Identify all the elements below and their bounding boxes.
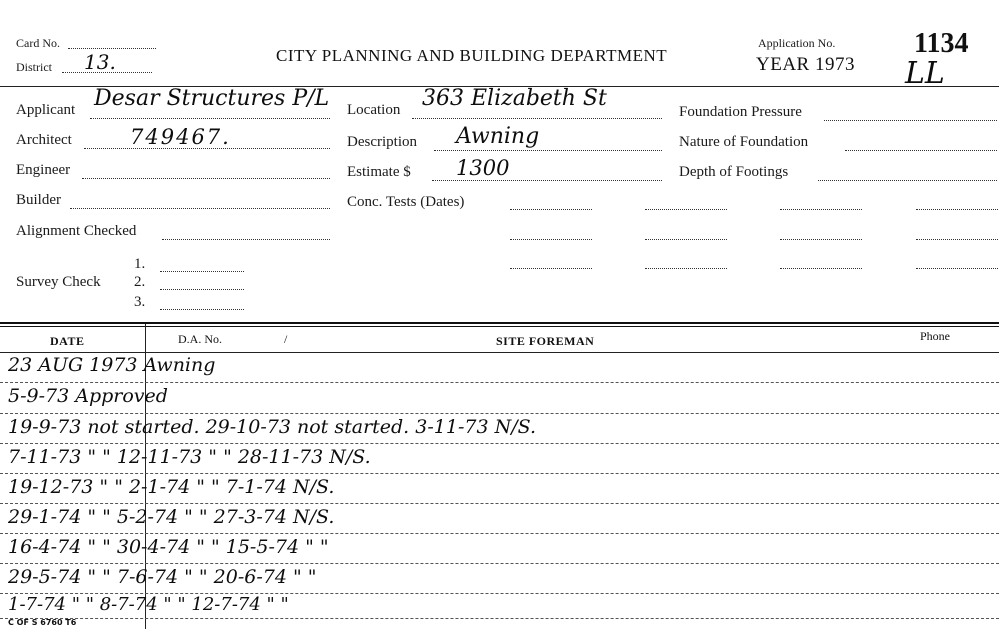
architect-value: 749467. [130,125,231,149]
log-entry: 23 AUG 1973 Awning [8,354,216,376]
foundation-pressure-label: Foundation Pressure [679,104,802,120]
log-entry: 1-7-74 " " 8-7-74 " " 12-7-74 " " [8,594,289,615]
description-label: Description [347,134,417,150]
estimate-label: Estimate $ [347,164,411,180]
log-entry: 7-11-73 " " 12-11-73 " " 28-11-73 N/S. [8,446,371,468]
row-rule [0,563,999,564]
nature-foundation-label: Nature of Foundation [679,134,809,150]
applicant-value: Desar Structures P/L [94,86,330,111]
conc-test-slot [916,209,998,210]
description-line [434,150,662,151]
row-rule [0,618,999,619]
row-rule [0,413,999,414]
builder-line [70,208,330,209]
conc-test-slot [645,268,727,269]
log-top-border [0,322,999,324]
conc-tests-label: Conc. Tests (Dates) [347,194,465,210]
log-entry: 29-1-74 " " 5-2-74 " " 27-3-74 N/S. [8,506,335,528]
survey-item-3: 3. [134,294,146,310]
form-code: C OF S 6760 T6 [8,618,77,627]
district-label: District [16,60,52,74]
survey-line-2 [160,289,244,290]
conc-test-slot [510,209,592,210]
conc-test-slot [780,239,862,240]
log-entry: 19-12-73 " " 2-1-74 " " 7-1-74 N/S. [8,476,335,498]
nature-foundation-line [845,150,997,151]
survey-line-3 [160,309,244,310]
year-label: YEAR 1973 [756,54,855,75]
location-line [412,118,662,119]
header-date: DATE [50,334,85,348]
location-label: Location [347,102,401,118]
engineer-line [82,178,330,179]
row-rule [0,473,999,474]
survey-check-label: Survey Check [16,274,101,290]
log-entry: 16-4-74 " " 30-4-74 " " 15-5-74 " " [8,536,329,558]
row-rule [0,382,999,383]
depth-footings-line [818,180,997,181]
log-entry: 29-5-74 " " 7-6-74 " " 20-6-74 " " [8,566,317,588]
conc-test-slot [510,268,592,269]
description-value: Awning [456,124,540,149]
conc-test-slot [916,239,998,240]
survey-line-1 [160,271,244,272]
alignment-checked-line [162,239,330,240]
engineer-label: Engineer [16,162,71,178]
location-value: 363 Elizabeth St [422,86,607,111]
estimate-line [432,180,662,181]
log-entry: 19-9-73 not started. 29-10-73 not started. 3-11-73 N/S. [8,416,536,438]
conc-test-slot [916,268,998,269]
conc-test-slot [780,268,862,269]
log-entry: 5-9-73 Approved [8,385,168,407]
estimate-value: 1300 [456,156,510,180]
initials-signature: LL [905,56,945,91]
foundation-pressure-line [824,120,997,121]
application-no-label: Application No. [758,36,836,50]
district-value: 13. [84,50,116,74]
applicant-line [90,118,330,119]
conc-test-slot [510,239,592,240]
application-no-value: 1134 [914,28,969,59]
architect-label: Architect [16,132,72,148]
row-rule [0,443,999,444]
card-no-label: Card No. [16,36,60,50]
department-title: CITY PLANNING AND BUILDING DEPARTMENT [276,46,668,65]
survey-item-1: 1. [134,256,146,272]
header-da-no: D.A. No. [178,332,222,346]
conc-test-slot [780,209,862,210]
applicant-label: Applicant [16,102,76,118]
header-phone: Phone [920,329,950,343]
depth-footings-label: Depth of Footings [679,164,789,180]
header-site-foreman: SITE FOREMAN [496,334,595,348]
builder-label: Builder [16,192,61,208]
log-top-border-inner [0,326,999,327]
survey-item-2: 2. [134,274,146,290]
header-slash: / [284,332,288,346]
card-no-line [68,48,156,49]
conc-test-slot [645,209,727,210]
conc-test-slot [645,239,727,240]
alignment-checked-label: Alignment Checked [16,223,137,239]
log-header-rule [0,352,999,353]
row-rule [0,533,999,534]
row-rule [0,503,999,504]
